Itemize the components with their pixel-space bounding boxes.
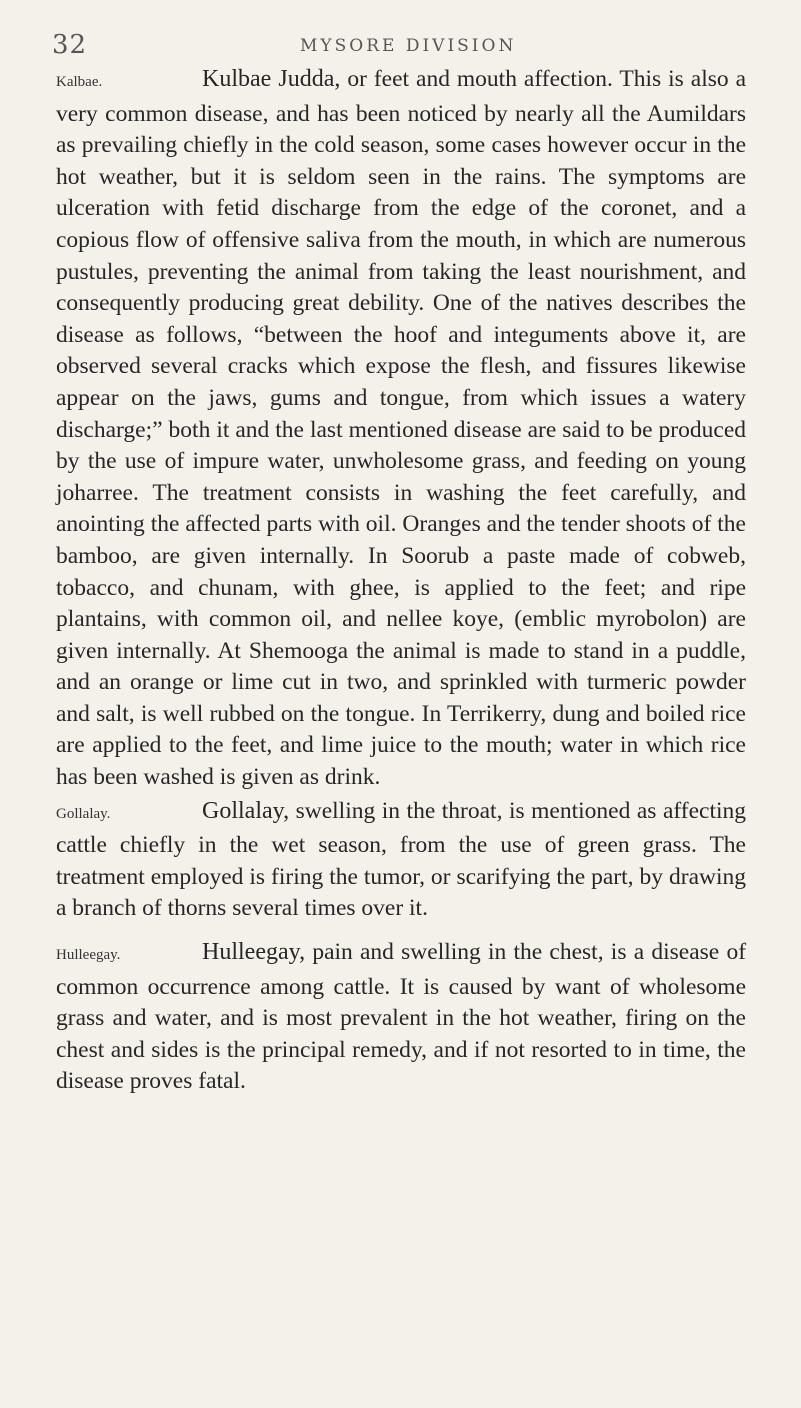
body-text-hulleegay: disease of common occurrence among cattle. It is caused by want of wholesome grass and water, and is most prevalent in the hot weather, firing on the chest and sides is the principal remedy, and if not resorted to in time, the disease proves fatal. [56, 939, 747, 1095]
first-line-text-kulbae: or feet and mouth affection. [347, 66, 613, 92]
first-line-text-gollalay: swelling in the throat, is mentioned [295, 797, 631, 824]
section-kulbae [56, 64, 746, 794]
term-gollalay: Gollalay, [202, 797, 290, 824]
body-text-gollalay: as affecting cattle chiefly in the wet season, from the use of green grass. The treatment employed is firing the tumor, or scarifying the part, by drawing a branch of thorns several times over it. [56, 797, 747, 922]
body-text-kulbae: This is also a very common disease, and has been noticed by nearly all the Aumildars as prevailing chiefly in the cold season, some cases however occur in the hot weather, but it is seldom seen in the rains. The symptoms are ulceration with fetid discharge from the edge of the coronet, and a copious flow of offensive saliva from the mouth, in which are numerous pustules, preventing the animal from taking the least nourishment, and consequently producing great debility. One of the natives describes the disease as follows, “between the hoof and integuments above it, are observed several cracks which expose the flesh, and fissures likewise appear on the jaws, gums and tongue, from which issues a watery discharge;” both it and the last mentioned disease are said to be produced by the use of impure water, unwholesome grass, and feeding on young joharree. The treatment consists in washing the feet carefully, and anointing the affected parts with oil. Oranges and the tender shoots of the bamboo, are given internally. In Soorub a paste made of cobweb, tobacco, and chunam, with ghee, is applied to the feet; and ripe plantains, with common oil, and nellee koye, (emblic myrobolon) are given internally. At Shemooga the animal is made to stand in a puddle, and an orange or lime cut in two, and sprinkled with turmeric powder and salt, is well rubbed on the tongue. In Terrikerry, dung and boiled rice are applied to the feet, and lime juice to the mouth; water in which rice has been washed is given as drink. [56, 66, 746, 791]
margin-note-kulbae: Kalbae. [56, 74, 103, 90]
running-head: MYSORE DIVISION [300, 36, 517, 56]
margin-note-hulleegay: Hulleegay. [56, 947, 121, 964]
paragraph-gollalay [56, 796, 746, 925]
section-hulleegay [56, 937, 746, 1098]
margin-note-gollalay: Gollalay. [56, 805, 111, 822]
first-line-text-hulleegay: pain and swelling in the chest, is a [312, 939, 645, 966]
paragraph-kulbae [56, 64, 746, 794]
paragraph-hulleegay [56, 937, 746, 1098]
body-text [56, 64, 746, 1098]
page-number: 32 [52, 30, 88, 60]
term-hulleegay: Hulleegay, [202, 939, 306, 966]
term-kulbae: Kulbae Judda, [202, 66, 341, 92]
section-gollalay [56, 796, 746, 925]
